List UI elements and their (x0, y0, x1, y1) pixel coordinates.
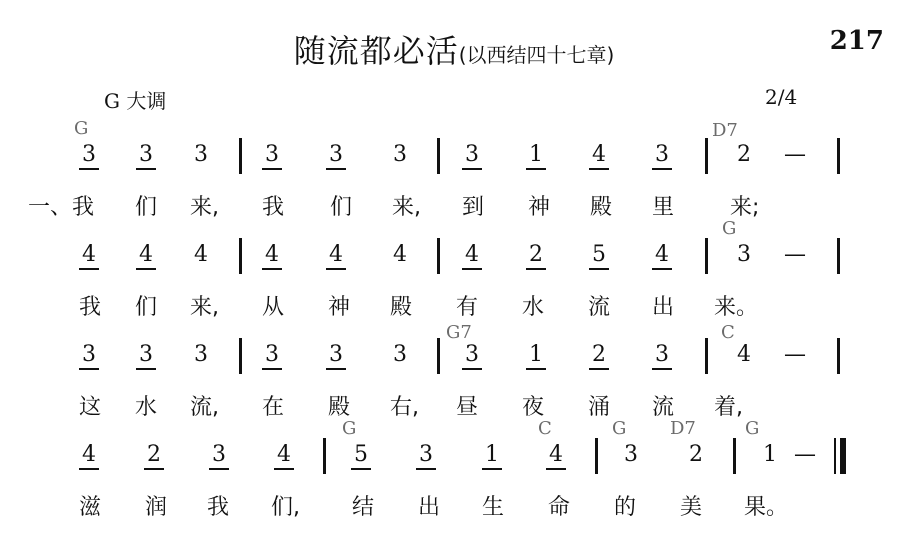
jianpu-note: 3 (131, 342, 161, 367)
barline (705, 138, 708, 174)
barline (437, 238, 440, 274)
lyric-syllable: 生 (482, 495, 505, 520)
jianpu-note: 3 (393, 342, 407, 367)
final-barline-thin (834, 438, 836, 474)
jianpu-note: 3 (411, 442, 441, 467)
jianpu-note: 3 (647, 342, 677, 367)
jianpu-note: 3 (131, 142, 161, 167)
hold-dash: — (784, 142, 806, 167)
jianpu-note: 3 (321, 142, 351, 167)
jianpu-note: 4 (131, 242, 161, 267)
lyric-syllable: 在 (262, 395, 285, 420)
jianpu-note: 2 (689, 442, 703, 467)
lyric-syllable: 殿 (590, 195, 613, 220)
chord-symbol: G (722, 218, 737, 239)
jianpu-note: 1 (477, 442, 507, 467)
jianpu-note: 3 (624, 442, 638, 467)
chord-symbol: G (342, 418, 357, 439)
barline (595, 438, 598, 474)
lyric-syllable: 结 (352, 495, 375, 520)
jianpu-note: 4 (74, 242, 104, 267)
jianpu-note: 4 (74, 442, 104, 467)
staff-row-2 (0, 218, 908, 318)
lyric-syllable: 有 (456, 295, 479, 320)
jianpu-note: 2 (139, 442, 169, 467)
jianpu-note: 4 (647, 242, 677, 267)
jianpu-note: 1 (521, 342, 551, 367)
lyric-syllable: 水 (522, 295, 545, 320)
lyric-syllable: 的 (614, 495, 637, 520)
lyric-syllable: 们, (271, 495, 300, 520)
title-main: 随流都必活 (293, 32, 459, 70)
jianpu-note: 2 (584, 342, 614, 367)
title-subtitle: (以西结四十七章) (458, 43, 615, 67)
hymn-title (0, 26, 908, 72)
barline (437, 138, 440, 174)
lyric-syllable: 出 (652, 295, 675, 320)
barline (733, 438, 736, 474)
jianpu-note: 4 (321, 242, 351, 267)
barline (437, 338, 440, 374)
lyric-syllable: 水 (135, 395, 158, 420)
lyric-syllable: 来; (730, 195, 760, 220)
barline (837, 138, 840, 174)
jianpu-note: 4 (541, 442, 571, 467)
lyric-syllable: 流, (190, 395, 219, 420)
jianpu-note: 2 (521, 242, 551, 267)
jianpu-note: 4 (194, 242, 208, 267)
jianpu-note: 3 (257, 342, 287, 367)
barline (705, 238, 708, 274)
jianpu-note: 1 (521, 142, 551, 167)
jianpu-note: 3 (647, 142, 677, 167)
chord-symbol: G (612, 418, 627, 439)
jianpu-note: 3 (204, 442, 234, 467)
lyric-syllable: 来。 (714, 295, 759, 320)
lyric-syllable: 命 (548, 495, 571, 520)
hold-dash: — (784, 342, 806, 367)
barline (239, 238, 242, 274)
lyric-syllable: 夜 (522, 395, 545, 420)
jianpu-note: 2 (737, 142, 751, 167)
barline (837, 338, 840, 374)
jianpu-note: 3 (393, 142, 407, 167)
lyric-syllable: 到 (462, 195, 485, 220)
jianpu-note: 5 (346, 442, 376, 467)
lyric-syllable: 们 (135, 195, 158, 220)
lyric-syllable: 右, (390, 395, 419, 420)
hymn-number: 217 (829, 26, 884, 56)
jianpu-note: 3 (457, 342, 487, 367)
jianpu-note: 3 (321, 342, 351, 367)
lyric-syllable: 涌 (588, 395, 611, 420)
jianpu-note: 3 (457, 142, 487, 167)
hold-dash: — (794, 442, 816, 467)
jianpu-note: 4 (393, 242, 407, 267)
lyric-syllable: 昼 (456, 395, 479, 420)
lyric-syllable: 流 (588, 295, 611, 320)
lyric-syllable: 果。 (744, 495, 789, 520)
lyric-syllable: 殿 (328, 395, 351, 420)
lyric-syllable: 这 (79, 395, 102, 420)
hold-dash: — (784, 242, 806, 267)
staff-row-3 (0, 318, 908, 418)
lyric-syllable: 润 (145, 495, 168, 520)
barline (705, 338, 708, 374)
lyric-syllable: 来, (392, 195, 421, 220)
lyric-syllable: 来, (190, 195, 219, 220)
lyric-syllable: 来, (190, 295, 219, 320)
staff-row-4 (0, 418, 908, 518)
chord-symbol: G7 (446, 322, 472, 343)
lyric-syllable: 我 (207, 495, 230, 520)
staff-row-1 (0, 118, 908, 218)
barline (239, 138, 242, 174)
jianpu-note: 4 (457, 242, 487, 267)
jianpu-note: 3 (74, 342, 104, 367)
lyric-syllable: 神 (528, 195, 551, 220)
key-signature: G 大调 (104, 89, 167, 113)
final-barline-thick (840, 438, 846, 474)
lyric-syllable: 我 (262, 195, 285, 220)
lyric-syllable: 我 (79, 295, 102, 320)
jianpu-note: 5 (584, 242, 614, 267)
lyric-syllable: 里 (652, 195, 675, 220)
lyric-syllable: 们 (135, 295, 158, 320)
jianpu-note: 4 (584, 142, 614, 167)
chord-symbol: G (74, 118, 89, 139)
jianpu-note: 3 (737, 242, 751, 267)
barline (239, 338, 242, 374)
lyric-syllable: 一、我 (28, 195, 95, 220)
chord-symbol: D7 (670, 418, 696, 439)
barline (837, 238, 840, 274)
lyric-syllable: 美 (680, 495, 703, 520)
lyric-syllable: 殿 (390, 295, 413, 320)
lyric-syllable: 们 (330, 195, 353, 220)
lyric-syllable: 流 (652, 395, 675, 420)
chord-symbol: C (721, 322, 735, 343)
lyric-syllable: 神 (328, 295, 351, 320)
chord-symbol: D7 (712, 120, 738, 141)
time-signature: 2/4 (765, 85, 798, 109)
jianpu-note: 1 (763, 442, 777, 467)
jianpu-note: 4 (737, 342, 751, 367)
jianpu-note: 3 (194, 142, 208, 167)
jianpu-note: 4 (257, 242, 287, 267)
jianpu-note: 3 (194, 342, 208, 367)
lyric-syllable: 着, (714, 395, 743, 420)
lyric-syllable: 滋 (79, 495, 102, 520)
lyric-syllable: 从 (262, 295, 285, 320)
chord-symbol: C (538, 418, 552, 439)
jianpu-note: 4 (269, 442, 299, 467)
chord-symbol: G (745, 418, 760, 439)
barline (323, 438, 326, 474)
jianpu-note: 3 (257, 142, 287, 167)
jianpu-note: 3 (74, 142, 104, 167)
lyric-syllable: 出 (418, 495, 441, 520)
